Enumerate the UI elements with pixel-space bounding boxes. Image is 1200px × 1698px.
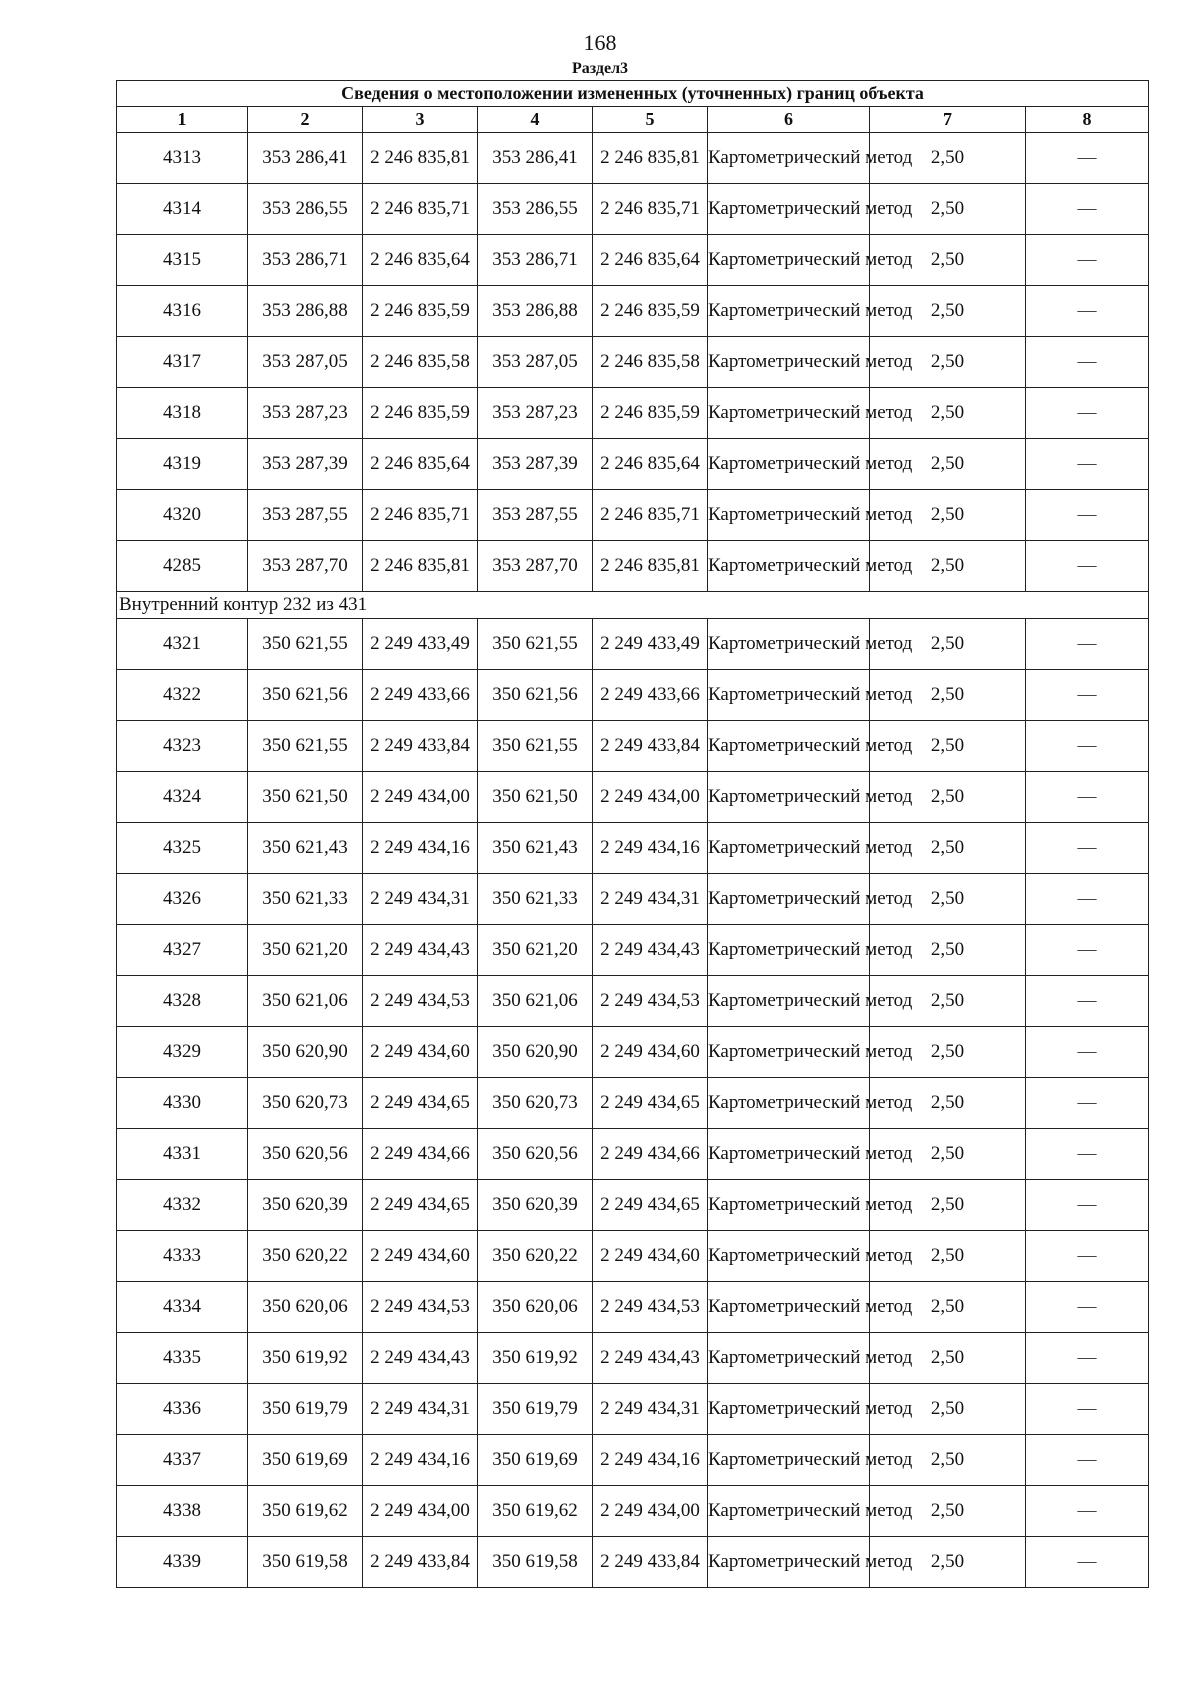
point-number-cell: 4333 xyxy=(117,1231,248,1282)
refined-x-cell: 350 621,55 xyxy=(478,721,593,772)
existing-x-cell: 350 620,73 xyxy=(248,1078,363,1129)
existing-x-cell: 353 286,41 xyxy=(248,133,363,184)
existing-y-cell: 2 246 835,64 xyxy=(363,439,478,490)
refined-y-cell: 2 249 434,65 xyxy=(593,1180,708,1231)
refined-x-cell: 350 620,22 xyxy=(478,1231,593,1282)
table-row xyxy=(117,1384,1149,1435)
existing-y-cell: 2 249 433,84 xyxy=(363,1537,478,1588)
table-row xyxy=(117,541,1149,592)
existing-y-cell: 2 249 434,16 xyxy=(363,1435,478,1486)
refined-x-cell: 350 619,58 xyxy=(478,1537,593,1588)
refined-y-cell: 2 249 434,60 xyxy=(593,1231,708,1282)
refined-x-cell: 353 287,39 xyxy=(478,439,593,490)
method-cell: Картометрический метод xyxy=(708,925,870,976)
existing-x-cell: 353 287,70 xyxy=(248,541,363,592)
refined-x-cell: 350 619,92 xyxy=(478,1333,593,1384)
accuracy-cell: 2,50 xyxy=(870,1231,1026,1282)
existing-y-cell: 2 246 835,59 xyxy=(363,286,478,337)
existing-x-cell: 353 286,55 xyxy=(248,184,363,235)
accuracy-cell: 2,50 xyxy=(870,1129,1026,1180)
table-row xyxy=(117,388,1149,439)
table-row xyxy=(117,439,1149,490)
existing-x-cell: 350 621,55 xyxy=(248,721,363,772)
refined-x-cell: 350 619,79 xyxy=(478,1384,593,1435)
method-cell: Картометрический метод xyxy=(708,1282,870,1333)
refined-x-cell: 350 620,56 xyxy=(478,1129,593,1180)
refined-y-cell: 2 249 434,53 xyxy=(593,1282,708,1333)
refined-y-cell: 2 249 434,43 xyxy=(593,925,708,976)
section-title: Раздел3 xyxy=(571,60,629,77)
existing-x-cell: 350 620,22 xyxy=(248,1231,363,1282)
point-number-cell: 4338 xyxy=(117,1486,248,1537)
existing-x-cell: 350 619,58 xyxy=(248,1537,363,1588)
existing-x-cell: 353 286,71 xyxy=(248,235,363,286)
method-cell: Картометрический метод xyxy=(708,1231,870,1282)
existing-y-cell: 2 246 835,58 xyxy=(363,337,478,388)
existing-x-cell: 350 621,43 xyxy=(248,823,363,874)
accuracy-cell: 2,50 xyxy=(870,925,1026,976)
note-cell: — xyxy=(1026,1129,1149,1180)
method-cell: Картометрический метод xyxy=(708,1129,870,1180)
point-number-cell: 4339 xyxy=(117,1537,248,1588)
table-row xyxy=(117,184,1149,235)
refined-y-cell: 2 246 835,58 xyxy=(593,337,708,388)
refined-x-cell: 350 620,90 xyxy=(478,1027,593,1078)
accuracy-cell: 2,50 xyxy=(870,388,1026,439)
method-cell: Картометрический метод xyxy=(708,541,870,592)
note-cell: — xyxy=(1026,1078,1149,1129)
accuracy-cell: 2,50 xyxy=(870,184,1026,235)
column-number: 1 xyxy=(117,107,248,133)
accuracy-cell: 2,50 xyxy=(870,874,1026,925)
point-number-cell: 4324 xyxy=(117,772,248,823)
method-cell: Картометрический метод xyxy=(708,286,870,337)
point-number-cell: 4332 xyxy=(117,1180,248,1231)
accuracy-cell: 2,50 xyxy=(870,1486,1026,1537)
method-cell: Картометрический метод xyxy=(708,976,870,1027)
note-cell: — xyxy=(1026,1486,1149,1537)
refined-x-cell: 350 621,55 xyxy=(478,619,593,670)
refined-x-cell: 353 286,41 xyxy=(478,133,593,184)
existing-x-cell: 350 619,69 xyxy=(248,1435,363,1486)
table-row xyxy=(117,823,1149,874)
refined-y-cell: 2 246 835,64 xyxy=(593,439,708,490)
refined-y-cell: 2 249 434,31 xyxy=(593,874,708,925)
table-row xyxy=(117,133,1149,184)
existing-x-cell: 353 287,55 xyxy=(248,490,363,541)
note-cell: — xyxy=(1026,439,1149,490)
existing-y-cell: 2 249 434,66 xyxy=(363,1129,478,1180)
existing-x-cell: 350 621,33 xyxy=(248,874,363,925)
refined-x-cell: 353 287,70 xyxy=(478,541,593,592)
existing-y-cell: 2 249 433,84 xyxy=(363,721,478,772)
existing-y-cell: 2 249 434,53 xyxy=(363,1282,478,1333)
refined-y-cell: 2 249 434,66 xyxy=(593,1129,708,1180)
table-row xyxy=(117,772,1149,823)
note-cell: — xyxy=(1026,388,1149,439)
table-row xyxy=(117,619,1149,670)
accuracy-cell: 2,50 xyxy=(870,772,1026,823)
note-cell: — xyxy=(1026,1282,1149,1333)
note-cell: — xyxy=(1026,541,1149,592)
existing-x-cell: 350 619,79 xyxy=(248,1384,363,1435)
existing-y-cell: 2 246 835,64 xyxy=(363,235,478,286)
point-number-cell: 4314 xyxy=(117,184,248,235)
method-cell: Картометрический метод xyxy=(708,133,870,184)
accuracy-cell: 2,50 xyxy=(870,235,1026,286)
refined-y-cell: 2 249 434,43 xyxy=(593,1333,708,1384)
existing-x-cell: 353 287,23 xyxy=(248,388,363,439)
method-cell: Картометрический метод xyxy=(708,1486,870,1537)
accuracy-cell: 2,50 xyxy=(870,976,1026,1027)
note-cell: — xyxy=(1026,874,1149,925)
column-number: 4 xyxy=(478,107,593,133)
method-cell: Картометрический метод xyxy=(708,823,870,874)
table-row xyxy=(117,1129,1149,1180)
accuracy-cell: 2,50 xyxy=(870,133,1026,184)
point-number-cell: 4335 xyxy=(117,1333,248,1384)
table-row xyxy=(117,235,1149,286)
existing-y-cell: 2 249 434,00 xyxy=(363,1486,478,1537)
method-cell: Картометрический метод xyxy=(708,184,870,235)
point-number-cell: 4319 xyxy=(117,439,248,490)
accuracy-cell: 2,50 xyxy=(870,1333,1026,1384)
refined-x-cell: 350 621,56 xyxy=(478,670,593,721)
method-cell: Картометрический метод xyxy=(708,874,870,925)
refined-x-cell: 353 287,05 xyxy=(478,337,593,388)
accuracy-cell: 2,50 xyxy=(870,490,1026,541)
note-cell: — xyxy=(1026,772,1149,823)
accuracy-cell: 2,50 xyxy=(870,1435,1026,1486)
existing-x-cell: 353 287,05 xyxy=(248,337,363,388)
existing-x-cell: 350 620,56 xyxy=(248,1129,363,1180)
refined-y-cell: 2 249 433,49 xyxy=(593,619,708,670)
note-cell: — xyxy=(1026,670,1149,721)
existing-x-cell: 350 619,62 xyxy=(248,1486,363,1537)
table-row xyxy=(117,490,1149,541)
refined-y-cell: 2 246 835,81 xyxy=(593,133,708,184)
method-cell: Картометрический метод xyxy=(708,1384,870,1435)
note-cell: — xyxy=(1026,1333,1149,1384)
note-cell: — xyxy=(1026,184,1149,235)
refined-x-cell: 350 620,73 xyxy=(478,1078,593,1129)
existing-y-cell: 2 249 433,66 xyxy=(363,670,478,721)
method-cell: Картометрический метод xyxy=(708,670,870,721)
point-number-cell: 4322 xyxy=(117,670,248,721)
existing-y-cell: 2 246 835,71 xyxy=(363,184,478,235)
refined-x-cell: 350 621,50 xyxy=(478,772,593,823)
point-number-cell: 4315 xyxy=(117,235,248,286)
existing-y-cell: 2 246 835,59 xyxy=(363,388,478,439)
table-row xyxy=(117,337,1149,388)
existing-x-cell: 350 621,06 xyxy=(248,976,363,1027)
refined-y-cell: 2 249 434,53 xyxy=(593,976,708,1027)
accuracy-cell: 2,50 xyxy=(870,439,1026,490)
refined-y-cell: 2 246 835,64 xyxy=(593,235,708,286)
refined-x-cell: 353 286,55 xyxy=(478,184,593,235)
point-number-cell: 4336 xyxy=(117,1384,248,1435)
column-number: 8 xyxy=(1026,107,1149,133)
existing-x-cell: 350 621,56 xyxy=(248,670,363,721)
refined-x-cell: 353 286,88 xyxy=(478,286,593,337)
refined-y-cell: 2 249 434,60 xyxy=(593,1027,708,1078)
point-number-cell: 4316 xyxy=(117,286,248,337)
existing-y-cell: 2 249 434,53 xyxy=(363,976,478,1027)
note-cell: — xyxy=(1026,1027,1149,1078)
existing-y-cell: 2 249 434,00 xyxy=(363,772,478,823)
method-cell: Картометрический метод xyxy=(708,619,870,670)
existing-y-cell: 2 249 434,31 xyxy=(363,874,478,925)
method-cell: Картометрический метод xyxy=(708,337,870,388)
method-cell: Картометрический метод xyxy=(708,1333,870,1384)
refined-x-cell: 350 620,06 xyxy=(478,1282,593,1333)
note-cell: — xyxy=(1026,1384,1149,1435)
point-number-cell: 4321 xyxy=(117,619,248,670)
point-number-cell: 4334 xyxy=(117,1282,248,1333)
refined-y-cell: 2 246 835,71 xyxy=(593,490,708,541)
method-cell: Картометрический метод xyxy=(708,772,870,823)
page-number: 168 xyxy=(583,30,617,55)
accuracy-cell: 2,50 xyxy=(870,1180,1026,1231)
boundary-coordinates-table xyxy=(116,80,1149,1588)
point-number-cell: 4285 xyxy=(117,541,248,592)
existing-y-cell: 2 246 835,81 xyxy=(363,133,478,184)
accuracy-cell: 2,50 xyxy=(870,670,1026,721)
existing-x-cell: 350 620,90 xyxy=(248,1027,363,1078)
refined-y-cell: 2 249 434,31 xyxy=(593,1384,708,1435)
refined-y-cell: 2 249 433,66 xyxy=(593,670,708,721)
refined-y-cell: 2 249 434,16 xyxy=(593,823,708,874)
refined-x-cell: 350 619,62 xyxy=(478,1486,593,1537)
point-number-cell: 4323 xyxy=(117,721,248,772)
table-row xyxy=(117,286,1149,337)
accuracy-cell: 2,50 xyxy=(870,619,1026,670)
existing-x-cell: 350 620,06 xyxy=(248,1282,363,1333)
refined-y-cell: 2 246 835,59 xyxy=(593,286,708,337)
table-row xyxy=(117,874,1149,925)
column-number-row xyxy=(117,107,1149,133)
refined-x-cell: 350 621,33 xyxy=(478,874,593,925)
table-row xyxy=(117,721,1149,772)
existing-x-cell: 350 621,50 xyxy=(248,772,363,823)
refined-x-cell: 350 619,69 xyxy=(478,1435,593,1486)
method-cell: Картометрический метод xyxy=(708,490,870,541)
existing-y-cell: 2 249 434,16 xyxy=(363,823,478,874)
existing-y-cell: 2 246 835,71 xyxy=(363,490,478,541)
point-number-cell: 4337 xyxy=(117,1435,248,1486)
refined-x-cell: 353 286,71 xyxy=(478,235,593,286)
table-caption-row xyxy=(117,81,1149,107)
table-row xyxy=(117,1333,1149,1384)
refined-x-cell: 350 620,39 xyxy=(478,1180,593,1231)
column-number: 5 xyxy=(593,107,708,133)
existing-x-cell: 353 286,88 xyxy=(248,286,363,337)
existing-y-cell: 2 246 835,81 xyxy=(363,541,478,592)
refined-y-cell: 2 249 434,00 xyxy=(593,772,708,823)
point-number-cell: 4318 xyxy=(117,388,248,439)
existing-y-cell: 2 249 434,60 xyxy=(363,1231,478,1282)
accuracy-cell: 2,50 xyxy=(870,1027,1026,1078)
table-row xyxy=(117,1282,1149,1333)
table-row xyxy=(117,670,1149,721)
accuracy-cell: 2,50 xyxy=(870,721,1026,772)
note-cell: — xyxy=(1026,1435,1149,1486)
note-cell: — xyxy=(1026,1180,1149,1231)
table-row xyxy=(117,1027,1149,1078)
note-cell: — xyxy=(1026,823,1149,874)
note-cell: — xyxy=(1026,490,1149,541)
refined-y-cell: 2 246 835,71 xyxy=(593,184,708,235)
existing-x-cell: 353 287,39 xyxy=(248,439,363,490)
accuracy-cell: 2,50 xyxy=(870,286,1026,337)
refined-y-cell: 2 246 835,81 xyxy=(593,541,708,592)
note-cell: — xyxy=(1026,1231,1149,1282)
point-number-cell: 4320 xyxy=(117,490,248,541)
method-cell: Картометрический метод xyxy=(708,721,870,772)
column-number: 2 xyxy=(248,107,363,133)
point-number-cell: 4326 xyxy=(117,874,248,925)
point-number-cell: 4329 xyxy=(117,1027,248,1078)
refined-x-cell: 350 621,06 xyxy=(478,976,593,1027)
table-row xyxy=(117,1486,1149,1537)
column-number: 3 xyxy=(363,107,478,133)
method-cell: Картометрический метод xyxy=(708,388,870,439)
table-row xyxy=(117,925,1149,976)
column-number: 7 xyxy=(870,107,1026,133)
existing-y-cell: 2 249 433,49 xyxy=(363,619,478,670)
existing-y-cell: 2 249 434,60 xyxy=(363,1027,478,1078)
table-row xyxy=(117,976,1149,1027)
refined-x-cell: 353 287,55 xyxy=(478,490,593,541)
refined-y-cell: 2 249 434,65 xyxy=(593,1078,708,1129)
existing-x-cell: 350 621,55 xyxy=(248,619,363,670)
column-number: 6 xyxy=(708,107,870,133)
method-cell: Картометрический метод xyxy=(708,1180,870,1231)
refined-y-cell: 2 249 434,00 xyxy=(593,1486,708,1537)
existing-x-cell: 350 620,39 xyxy=(248,1180,363,1231)
method-cell: Картометрический метод xyxy=(708,1078,870,1129)
note-cell: — xyxy=(1026,1537,1149,1588)
existing-y-cell: 2 249 434,31 xyxy=(363,1384,478,1435)
accuracy-cell: 2,50 xyxy=(870,1078,1026,1129)
table-row xyxy=(117,1180,1149,1231)
existing-x-cell: 350 621,20 xyxy=(248,925,363,976)
note-cell: — xyxy=(1026,235,1149,286)
point-number-cell: 4313 xyxy=(117,133,248,184)
method-cell: Картометрический метод xyxy=(708,235,870,286)
accuracy-cell: 2,50 xyxy=(870,337,1026,388)
existing-x-cell: 350 619,92 xyxy=(248,1333,363,1384)
note-cell: — xyxy=(1026,721,1149,772)
existing-y-cell: 2 249 434,65 xyxy=(363,1180,478,1231)
table-row xyxy=(117,1078,1149,1129)
refined-y-cell: 2 249 433,84 xyxy=(593,1537,708,1588)
note-cell: — xyxy=(1026,976,1149,1027)
table-caption: Сведения о местоположении измененных (уточненных) границ объекта xyxy=(117,81,1149,107)
method-cell: Картометрический метод xyxy=(708,1537,870,1588)
table-row xyxy=(117,1231,1149,1282)
note-cell: — xyxy=(1026,619,1149,670)
refined-y-cell: 2 249 433,84 xyxy=(593,721,708,772)
note-cell: — xyxy=(1026,337,1149,388)
table-row xyxy=(117,1537,1149,1588)
note-cell: — xyxy=(1026,286,1149,337)
point-number-cell: 4327 xyxy=(117,925,248,976)
refined-x-cell: 350 621,43 xyxy=(478,823,593,874)
accuracy-cell: 2,50 xyxy=(870,541,1026,592)
point-number-cell: 4330 xyxy=(117,1078,248,1129)
existing-y-cell: 2 249 434,43 xyxy=(363,1333,478,1384)
refined-y-cell: 2 249 434,16 xyxy=(593,1435,708,1486)
point-number-cell: 4331 xyxy=(117,1129,248,1180)
contour-label: Внутренний контур 232 из 431 xyxy=(117,592,1149,619)
point-number-cell: 4317 xyxy=(117,337,248,388)
table-row xyxy=(117,1435,1149,1486)
point-number-cell: 4328 xyxy=(117,976,248,1027)
note-cell: — xyxy=(1026,133,1149,184)
accuracy-cell: 2,50 xyxy=(870,1384,1026,1435)
refined-y-cell: 2 246 835,59 xyxy=(593,388,708,439)
note-cell: — xyxy=(1026,925,1149,976)
method-cell: Картометрический метод xyxy=(708,439,870,490)
existing-y-cell: 2 249 434,43 xyxy=(363,925,478,976)
point-number-cell: 4325 xyxy=(117,823,248,874)
accuracy-cell: 2,50 xyxy=(870,823,1026,874)
existing-y-cell: 2 249 434,65 xyxy=(363,1078,478,1129)
refined-x-cell: 353 287,23 xyxy=(478,388,593,439)
method-cell: Картометрический метод xyxy=(708,1027,870,1078)
method-cell: Картометрический метод xyxy=(708,1435,870,1486)
accuracy-cell: 2,50 xyxy=(870,1282,1026,1333)
contour-header-row xyxy=(117,592,1149,619)
refined-x-cell: 350 621,20 xyxy=(478,925,593,976)
accuracy-cell: 2,50 xyxy=(870,1537,1026,1588)
